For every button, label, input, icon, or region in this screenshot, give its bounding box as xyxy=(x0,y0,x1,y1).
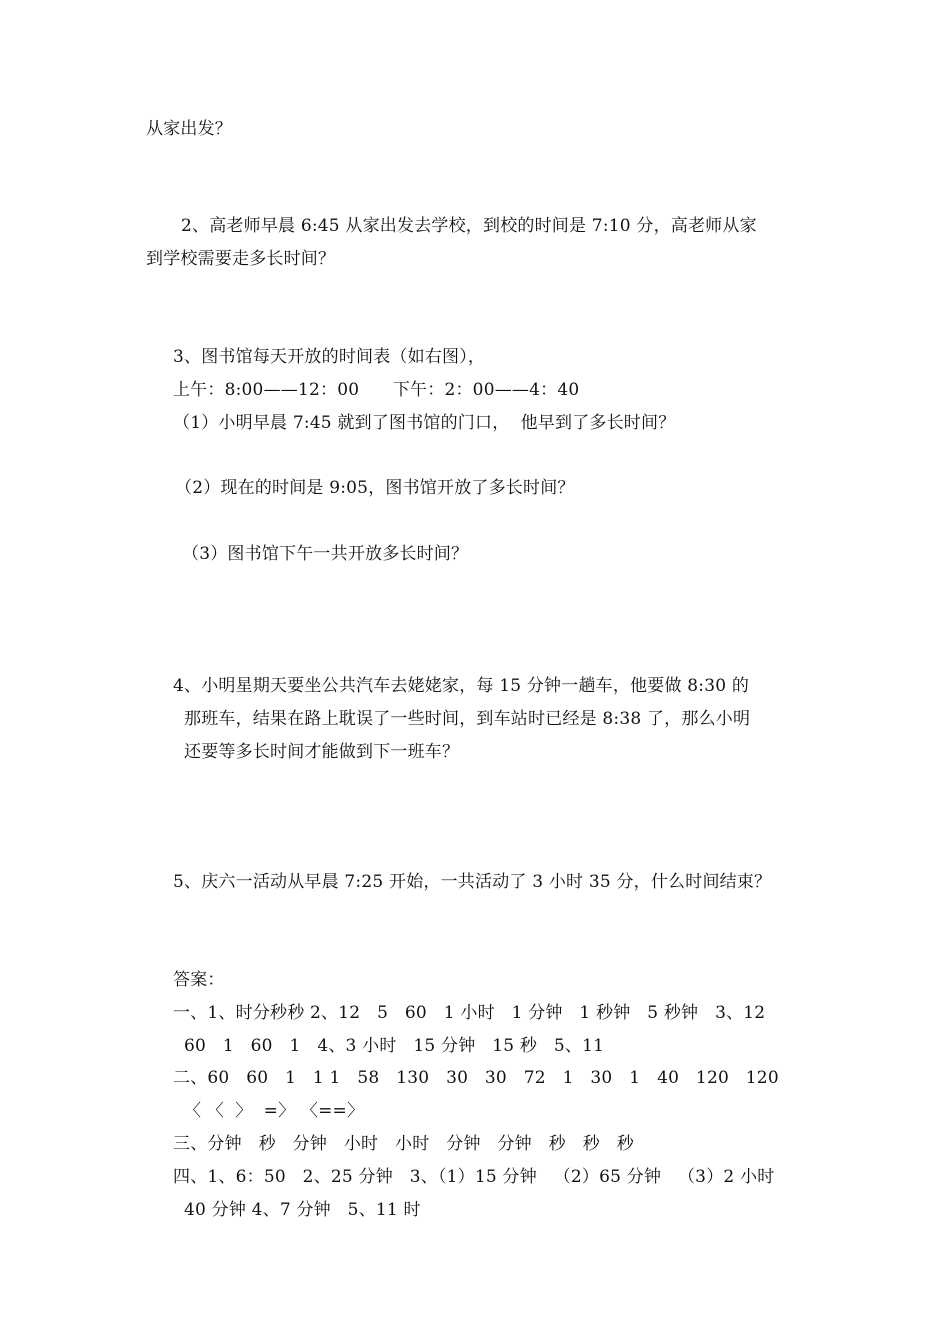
question-2-line-1: 2、高老师早晨 6:45 从家出发去学校，到校的时间是 7:10 分，高老师从家 xyxy=(181,216,757,236)
answer-part-4-line-1: 四、1、6：50 2、25 分钟 3、（1）15 分钟 （2）65 分钟 （3）2 小时 xyxy=(173,1167,775,1187)
question-4-line-3: 还要等多长时间才能做到下一班车？ xyxy=(184,742,460,762)
answer-part-4-line-2: 40 分钟 4、7 分钟 5、11 时 xyxy=(184,1200,421,1220)
question-3-title: 3、图书馆每天开放的时间表（如右图）， xyxy=(173,347,486,367)
question-3-part-1: （1）小明早晨 7:45 就到了图书馆的门口， 他早到了多长时间？ xyxy=(173,413,676,433)
answer-part-3: 三、分钟 秒 分钟 小时 小时 分钟 分钟 秒 秒 秒 xyxy=(173,1134,634,1154)
question-2-line-2: 到学校需要走多长时间？ xyxy=(146,249,336,269)
question-3-part-2: （2）现在的时间是 9:05，图书馆开放了多长时间？ xyxy=(175,478,575,498)
answer-part-1-line-2: 60 1 60 1 4、3 小时 15 分钟 15 秒 5、11 xyxy=(184,1036,605,1056)
library-schedule: 上午：8:00——12：00 下午：2：00——4：40 xyxy=(173,380,580,400)
answers-heading: 答案： xyxy=(173,970,225,990)
question-3-part-3: （3）图书馆下午一共开放多长时间？ xyxy=(182,544,469,564)
answer-part-1-line-1: 一、1、时分秒秒 2、12 5 60 1 小时 1 分钟 1 秒钟 5 秒钟 3、12 xyxy=(173,1003,766,1023)
question-4-line-2: 那班车，结果在路上耽误了一些时间，到车站时已经是 8:38 了，那么小明 xyxy=(184,709,751,729)
text-line: 从家出发？ xyxy=(146,119,232,139)
question-5: 5、庆六一活动从早晨 7:25 开始，一共活动了 3 小时 35 分，什么时间结束？ xyxy=(173,872,772,892)
answer-part-2-line-1: 二、60 60 1 1 1 58 130 30 30 72 1 30 1 40 120 120 xyxy=(173,1068,779,1088)
question-4-line-1: 4、小明星期天要坐公共汽车去姥姥家，每 15 分钟一趟车，他要做 8:30 的 xyxy=(173,676,750,696)
answer-part-2-line-2: 〈 〈 〉 =〉 〈==〉 xyxy=(184,1101,365,1121)
